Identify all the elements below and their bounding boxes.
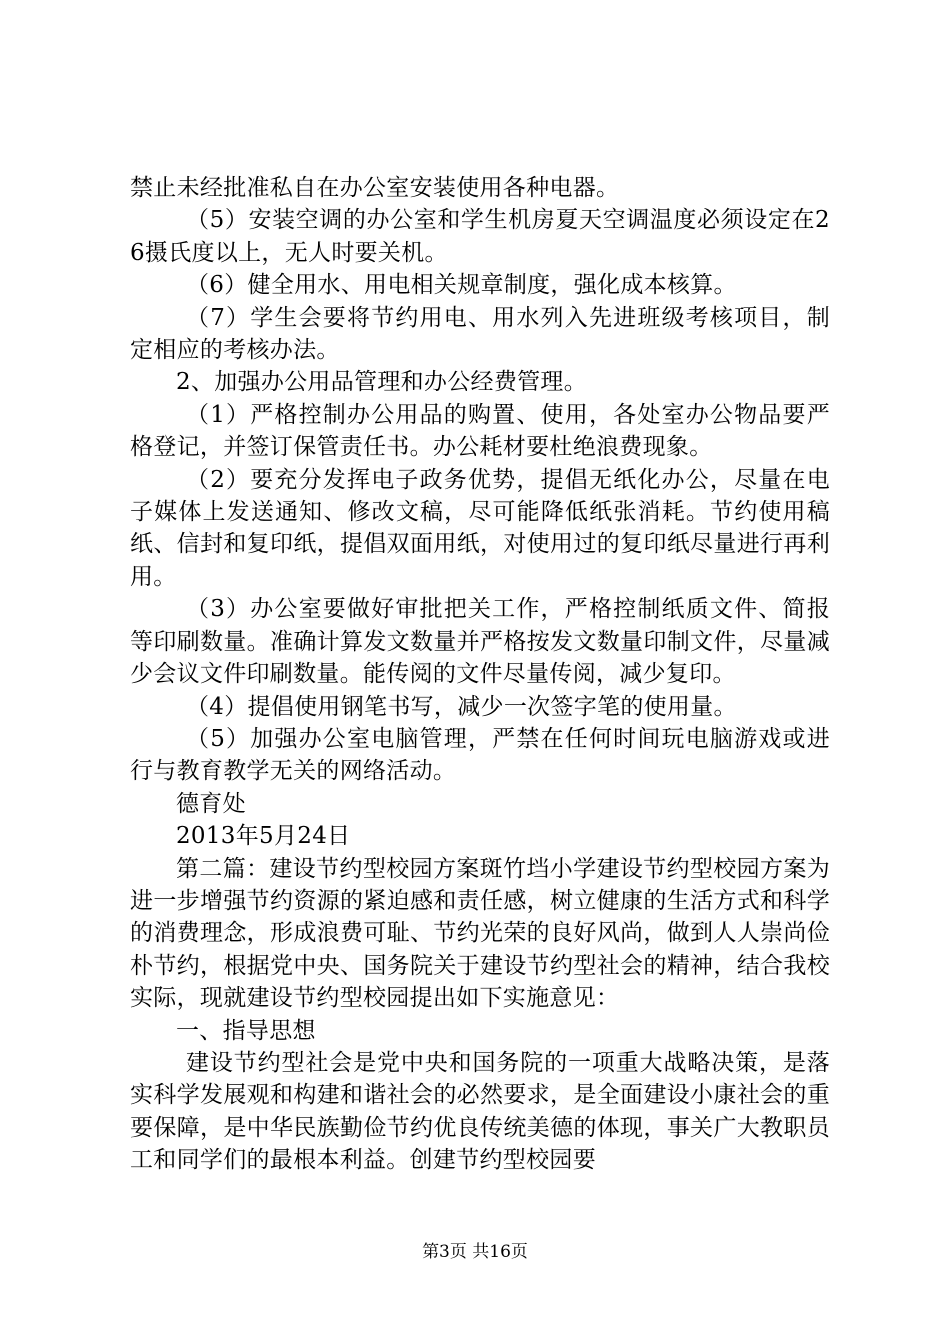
paragraph: 第二篇：建设节约型校园方案斑竹垱小学建设节约型校园方案为进一步增强节约资源的紧迫感和责任感，树立健康的生活方式和科学的消费理念，形成浪费可耻、节约光荣的良好风尚，做到人人崇尚俭朴节约，根据党中央、国务院关于建设节约型社会的精神，结合我校实际，现就建设节约型校园提出如下实施意见： — [130, 855, 830, 1012]
paragraph: （4）提倡使用钢笔书写，减少一次签字笔的使用量。 — [186, 693, 737, 720]
paragraph: （1）严格控制办公用品的购置、使用，各处室办公物品要严格登记，并签订保管责任书。办公耗材要杜绝浪费现象。 — [130, 401, 830, 461]
page-footer — [0, 1241, 950, 1263]
signature-department: 德育处 — [176, 790, 246, 817]
paragraph: 禁止未经批准私自在办公室安装使用各种电器。 — [130, 175, 620, 201]
paragraph: （2）要充分发挥电子政务优势，提倡无纸化办公，尽量在电子媒体上发送通知、修改文稿，尽可能降低纸张消耗。节约使用稿纸、信封和复印纸，提倡双面用纸，对使用过的复印纸尽量进行再利用。 — [130, 466, 830, 590]
signature-date: 2013年5月24日 — [176, 823, 351, 850]
paragraph: 建设节约型社会是党中央和国务院的一项重大战略决策，是落实科学发展观和构建和谐社会的必然要求，是全面建设小康社会的重要保障，是中华民族勤俭节约优良传统美德的体现，事关广大教职员工和同学们的最根本利益。创建节约型校园要 — [130, 1049, 830, 1174]
paragraph: （3）办公室要做好审批把关工作，严格控制纸质文件、简报等印刷数量。准确计算发文数量并严格按发文数量印制文件，尽量减少会议文件印刷数量。能传阅的文件尽量传阅，减少复印。 — [130, 596, 830, 688]
paragraph: （5）安装空调的办公室和学生机房夏天空调温度必须设定在26摄氏度以上，无人时要关机。 — [130, 207, 830, 266]
section-heading: 一、指导思想 — [176, 1017, 316, 1044]
section-heading: 2、加强办公用品管理和办公经费管理。 — [176, 369, 588, 396]
page-number: 第3页 共16页 — [422, 1242, 528, 1262]
paragraph: （6）健全用水、用电相关规章制度，强化成本核算。 — [186, 272, 737, 299]
paragraph: （5）加强办公室电脑管理，严禁在任何时间玩电脑游戏或进行与教育教学无关的网络活动。 — [130, 725, 830, 785]
paragraph: （7）学生会要将节约用电、用水列入先进班级考核项目，制定相应的考核办法。 — [130, 304, 830, 364]
document-body — [130, 172, 830, 1177]
